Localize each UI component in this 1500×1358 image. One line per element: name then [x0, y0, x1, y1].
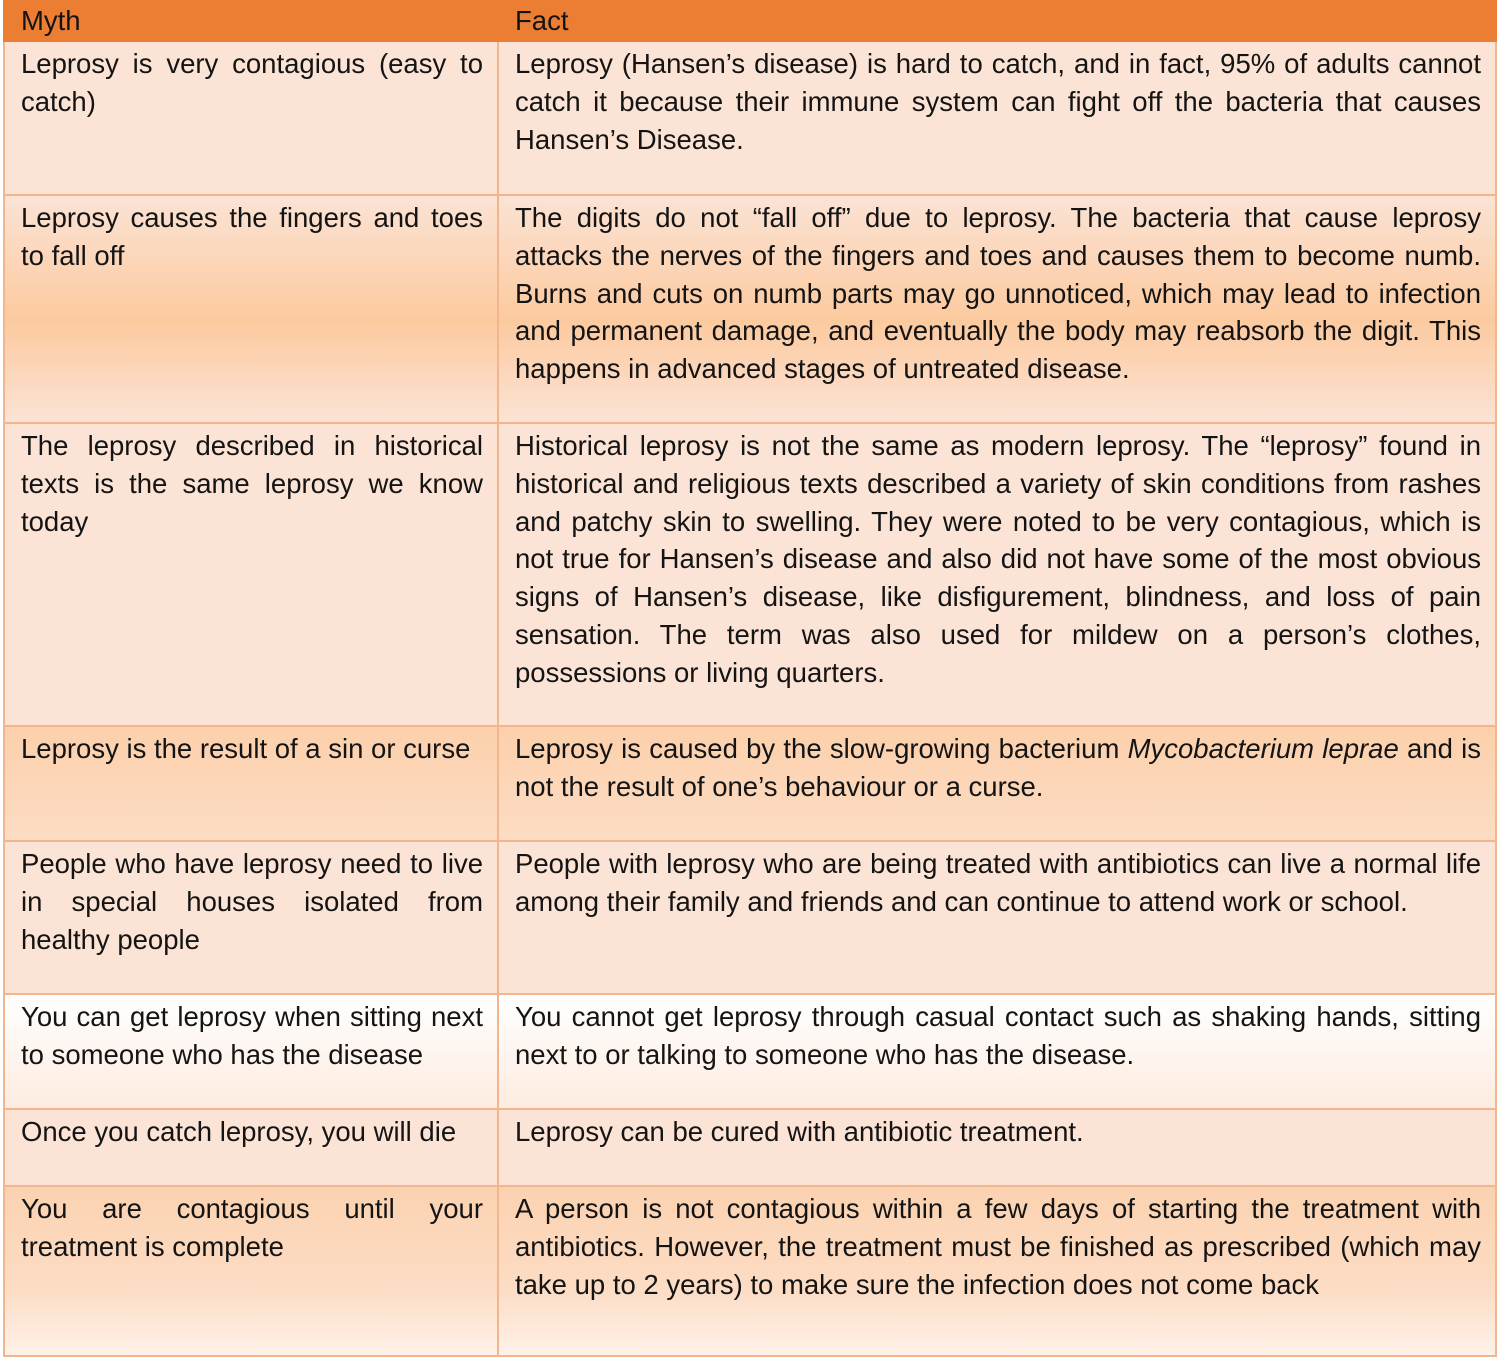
column-header-fact: Fact: [498, 1, 1496, 41]
myth-cell: The leprosy described in historical texts is the same leprosy we know today: [4, 423, 498, 726]
table-row: [4, 1186, 1496, 1356]
table-row: [4, 841, 1496, 994]
table-row: [4, 1109, 1496, 1186]
fact-cell: Historical leprosy is not the same as modern leprosy. The “leprosy” found in historical and religious texts described a variety of skin conditions from rashes and patchy skin to swelling. They were noted to be very contagious, which is not true for Hansen’s disease and also did not have some of the most obvious signs of Hansen’s disease, like disfigurement, blindness, and loss of pain sensation. The term was also used for mildew on a person’s clothes, possessions or living quarters.: [498, 423, 1496, 726]
fact-cell: A person is not contagious within a few days of starting the treatment with antibiotics. However, the treatment must be finished as prescribed (which may take up to 2 years) to make sure the infection does not come back: [498, 1186, 1496, 1356]
myth-cell: You are contagious until your treatment is complete: [4, 1186, 498, 1356]
fact-cell: [498, 726, 1496, 841]
table-row: [4, 195, 1496, 423]
fact-cell: Leprosy can be cured with antibiotic treatment.: [498, 1109, 1496, 1186]
myth-cell: People who have leprosy need to live in special houses isolated from healthy people: [4, 841, 498, 994]
fact-cell: The digits do not “fall off” due to leprosy. The bacteria that cause leprosy attacks the nerves of the fingers and toes and causes them to become numb. Burns and cuts on numb parts may go unnoticed, which may lead to infection and permanent damage, and eventually the body may reabsorb the digit. This happens in advanced stages of untreated disease.: [498, 195, 1496, 423]
fact-cell: Leprosy (Hansen’s disease) is hard to catch, and in fact, 95% of adults cannot catch it because their immune system can fight off the bacteria that causes Hansen’s Disease.: [498, 41, 1496, 195]
myth-cell: Leprosy causes the fingers and toes to fall off: [4, 195, 498, 423]
myth-cell: You can get leprosy when sitting next to someone who has the disease: [4, 994, 498, 1109]
table-row: [4, 726, 1496, 841]
species-name: Mycobacterium leprae: [1127, 733, 1399, 764]
table-row: [4, 994, 1496, 1109]
column-header-myth: Myth: [4, 1, 498, 41]
myth-cell: Leprosy is the result of a sin or curse: [4, 726, 498, 841]
fact-cell: People with leprosy who are being treated with antibiotics can live a normal life among their family and friends and can continue to attend work or school.: [498, 841, 1496, 994]
fact-cell: You cannot get leprosy through casual contact such as shaking hands, sitting next to or talking to someone who has the disease.: [498, 994, 1496, 1109]
fact-text: Leprosy is caused by the slow-growing bacterium: [515, 733, 1128, 764]
myth-cell: Once you catch leprosy, you will die: [4, 1109, 498, 1186]
table-row: [4, 41, 1496, 195]
myth-fact-table: [3, 0, 1497, 1357]
myth-cell: Leprosy is very contagious (easy to catch): [4, 41, 498, 195]
table-row: [4, 423, 1496, 726]
table-header-row: [4, 1, 1496, 41]
fact-text: and is not the result of one’s behaviour or a curse.: [515, 733, 1481, 802]
